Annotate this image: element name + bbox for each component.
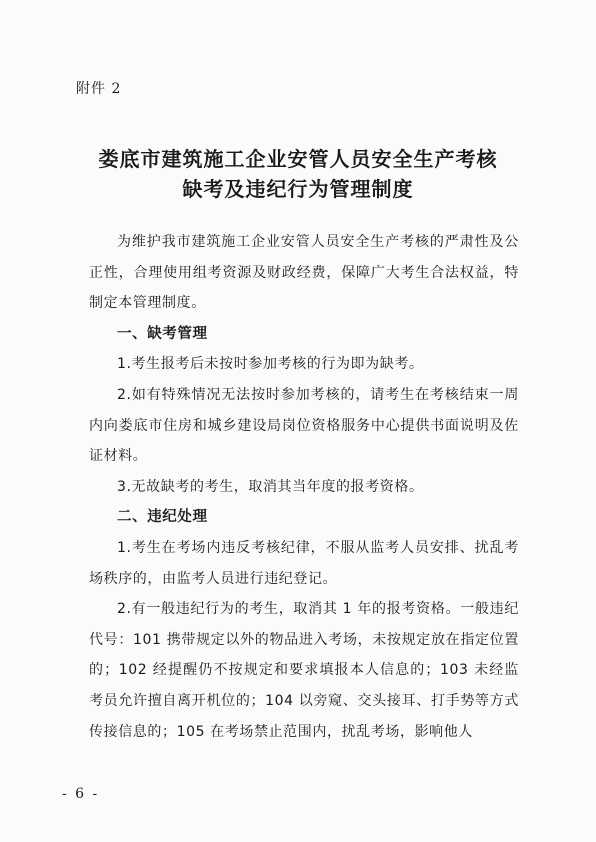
intro-paragraph: 为维护我市建筑施工企业安管人员安全生产考核的严肃性及公正性，合理使用组考资源及财政经费，保障广大考生合法权益，特制定本管理制度。 [89,234,519,312]
absence-item-2: 2.如有特殊情况无法按时参加考核的，请考生在考核结束一周内向娄底市住房和城乡建设局岗位资格服务中心提供书面说明及佐证材料。 [89,386,519,465]
document-body [89,227,519,747]
attachment-label: 附件 2 [76,81,122,97]
document-title-line-1: 娄底市建筑施工企业安管人员安全生产考核 [98,147,498,171]
page-number: - 6 - [62,786,100,802]
document-title-line-2: 缺考及违纪行为管理制度 [182,177,414,201]
section-heading-absence: 一、缺考管理 [117,325,208,342]
violation-item-1: 1.考生在考场内违反考核纪律，不服从监考人员安排、扰乱考场秩序的，由监考人员进行违纪登记。 [89,539,519,587]
violation-item-2: 2.有一般违纪行为的考生，取消其 1 年的报考资格。一般违纪代号：101 携带规定以外的物品进入考场，未按规定放在指定位置的；102 经提醒仍不按规定和要求填报本人信息的；103 未经监考员允许擅自离开机位的；104 以旁窥、交头接耳、打手势等方式传接信息的；105 在考场禁止范围内，扰乱考场，影响他人 [89,601,519,740]
absence-item-1: 1.考生报考后未按时参加考核的行为即为缺考。 [117,356,424,373]
absence-item-3: 3.无故缺考的考生，取消其当年度的报考资格。 [117,478,424,495]
section-heading-violation: 二、违纪处理 [117,509,208,526]
